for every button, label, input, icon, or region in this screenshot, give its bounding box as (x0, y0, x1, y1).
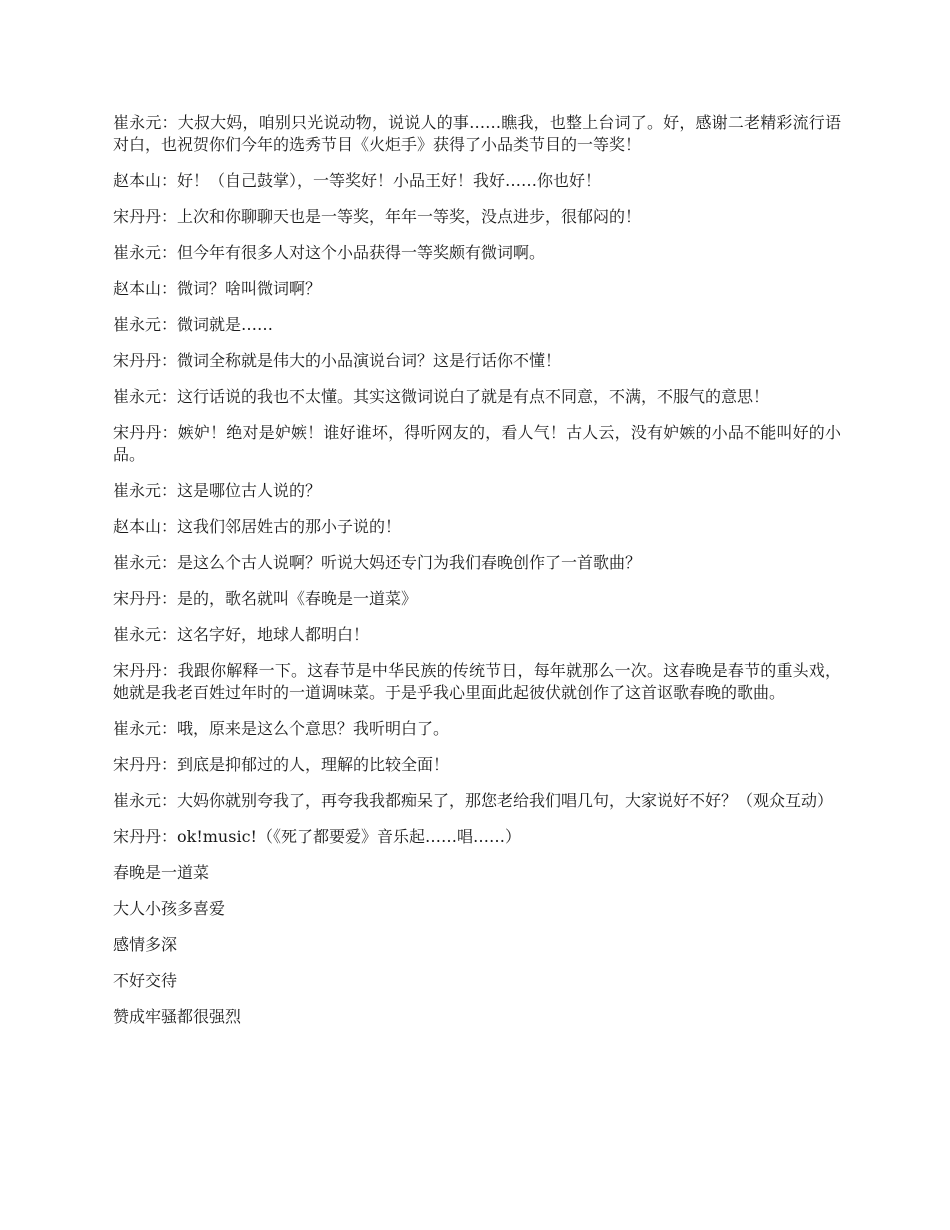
dialogue-line: 宋丹丹：是的，歌名就叫《春晚是一道菜》 (113, 589, 418, 608)
dialogue-line: 赵本山：微词？啥叫微词啊？ (113, 279, 322, 298)
lyric-line: 春晚是一道菜 (113, 863, 210, 882)
dialogue-line: 赵本山：好！（自己鼓掌），一等奖好！小品王好！我好……你也好！ (113, 171, 602, 190)
document-body (113, 112, 841, 1042)
dialogue-line: 崔永元：是这么个古人说啊？听说大妈还专门为我们春晚创作了一首歌曲？ (113, 553, 642, 572)
dialogue-line: 宋丹丹：嫉妒！绝对是妒嫉！谁好谁坏，得听网友的，看人气！古人云，没有妒嫉的小品不能叫好的小品。 (113, 423, 841, 464)
dialogue-line: 赵本山：这我们邻居姓古的那小子说的！ (113, 517, 402, 536)
dialogue-line: 宋丹丹：上次和你聊聊天也是一等奖，年年一等奖，没点进步，很郁闷的！ (113, 207, 642, 226)
lyric-line: 大人小孩多喜爱 (113, 899, 226, 918)
dialogue-line: 崔永元：大妈你就别夸我了，再夸我我都痴呆了，那您老给我们唱几句，大家说好不好？（观众互动） (113, 791, 834, 810)
dialogue-line: 崔永元：这行话说的我也不太懂。其实这微词说白了就是有点不同意，不满，不服气的意思！ (113, 387, 770, 406)
lyric-line: 不好交待 (113, 971, 178, 990)
dialogue-line: 宋丹丹：到底是抑郁过的人，理解的比较全面！ (113, 755, 450, 774)
dialogue-line: 崔永元：大叔大妈，咱别只光说动物，说说人的事……瞧我，也整上台词了。好，感谢二老精彩流行语对白，也祝贺你们今年的选秀节目《火炬手》获得了小品类节目的一等奖！ (113, 113, 841, 154)
dialogue-line: 崔永元：但今年有很多人对这个小品获得一等奖颇有微词啊。 (113, 243, 546, 262)
lyric-line: 赞成牢骚都很强烈 (113, 1007, 242, 1026)
dialogue-line: 宋丹丹：我跟你解释一下。这春节是中华民族的传统节日，每年就那么一次。这春晚是春节的重头戏，她就是我老百姓过年时的一道调味菜。于是乎我心里面此起彼伏就创作了这首讴歌春晚的歌曲。 (113, 661, 841, 702)
dialogue-line: 宋丹丹：微词全称就是伟大的小品演说台词？这是行话你不懂！ (113, 351, 562, 370)
dialogue-line: 宋丹丹：ok!music!（《死了都要爱》音乐起……唱……） (113, 827, 521, 846)
dialogue-line: 崔永元：这名字好，地球人都明白！ (113, 625, 370, 644)
lyric-line: 感情多深 (113, 935, 178, 954)
dialogue-line: 崔永元：这是哪位古人说的？ (113, 481, 322, 500)
dialogue-line: 崔永元：微词就是…… (113, 315, 274, 334)
dialogue-line: 崔永元：哦，原来是这么个意思？我听明白了。 (113, 719, 450, 738)
